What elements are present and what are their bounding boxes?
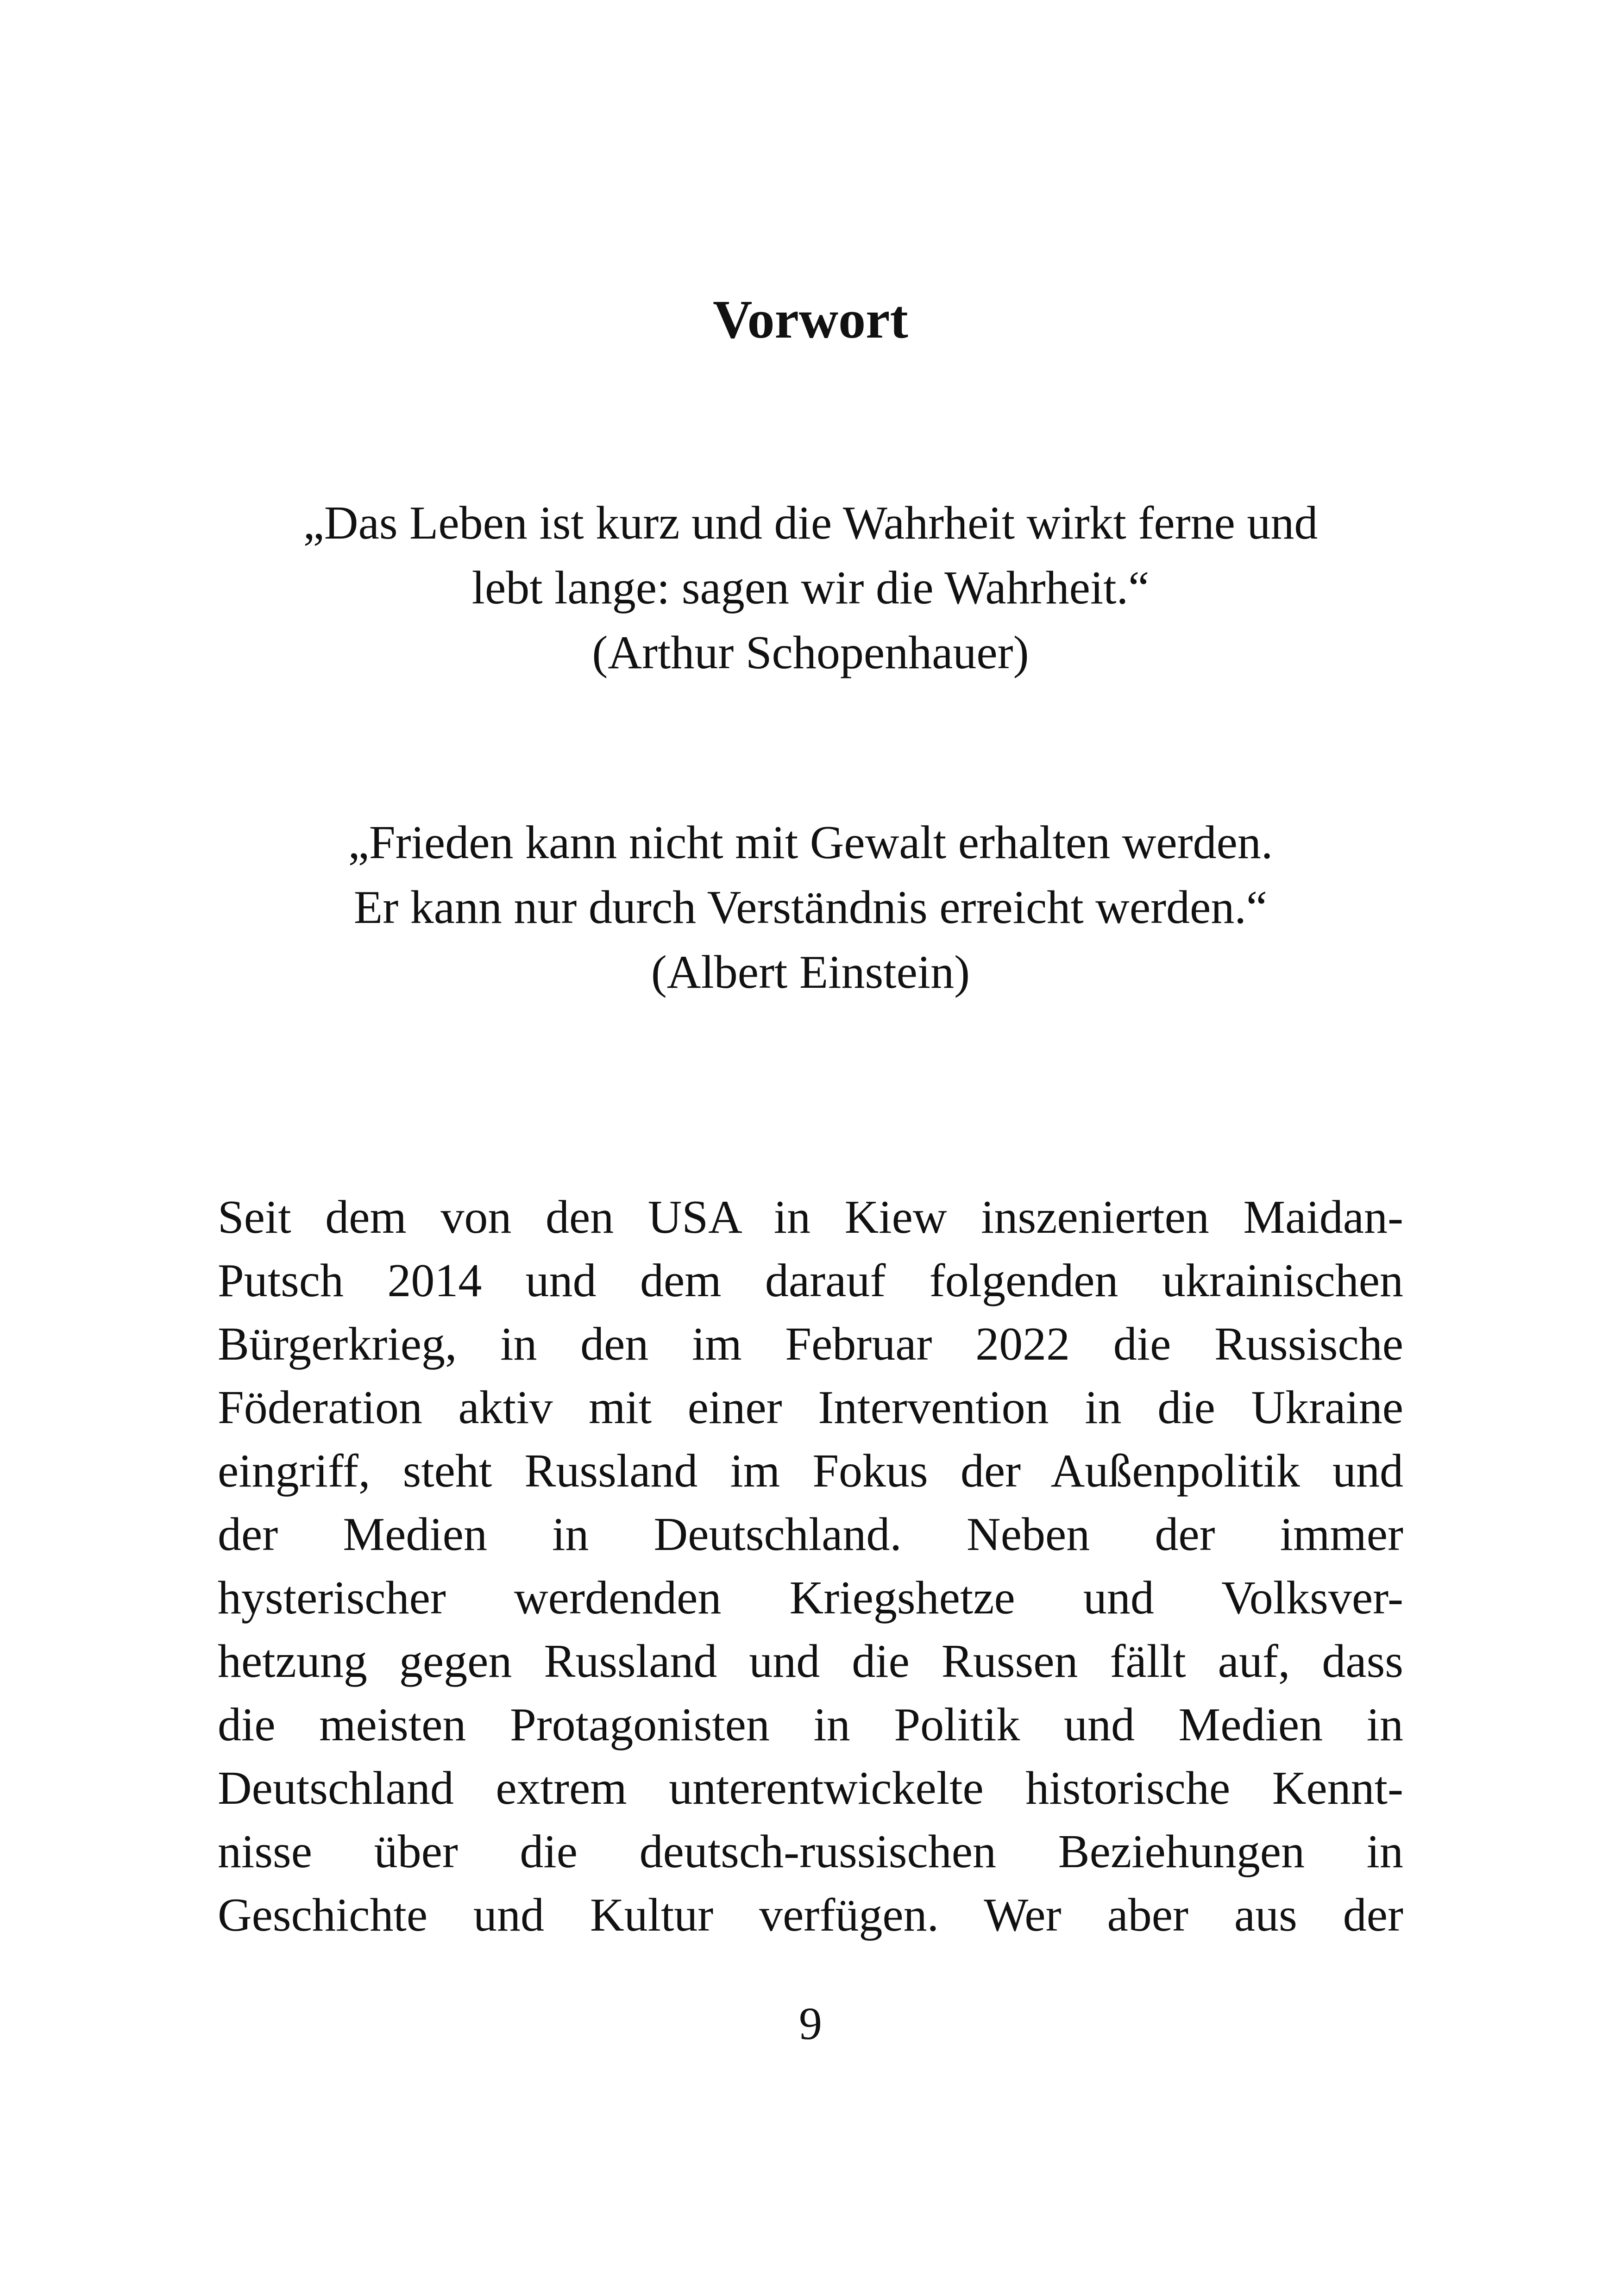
body-line: Seit dem von den USA in Kiew inszenierten Maidan- [218, 1191, 1403, 1243]
body-line: die meisten Protagonisten in Politik und Medien in [218, 1699, 1403, 1751]
page-title: Vorwort [713, 289, 908, 350]
body-line: eingriff, steht Russland im Fokus der Außenpolitik und [218, 1445, 1403, 1497]
body-line: hysterischer werdenden Kriegshetze und Volksver- [218, 1572, 1403, 1624]
body-line: Geschichte und Kultur verfügen. Wer aber aus der [218, 1889, 1403, 1941]
quote-line: lebt lange: sagen wir die Wahrheit.“ [471, 562, 1150, 614]
quote-line: Er kann nur durch Verständnis erreicht werden.“ [353, 881, 1268, 934]
body-line: Bürgerkrieg, in den im Februar 2022 die Russische [218, 1318, 1403, 1370]
page-number: 9 [799, 1998, 822, 2049]
epigraph-quote-schopenhauer [0, 491, 1621, 685]
quote-line: „Das Leben ist kurz und die Wahrheit wirkt ferne und [303, 497, 1318, 549]
quote-line: „Frieden kann nicht mit Gewalt erhalten werden. [348, 816, 1273, 869]
quote-author: (Arthur Schopenhauer) [592, 627, 1029, 679]
quote-author: (Albert Einstein) [651, 946, 970, 998]
body-paragraph [218, 1186, 1403, 1947]
body-line: Föderation aktiv mit einer Intervention in die Ukraine [218, 1381, 1403, 1434]
body-line: der Medien in Deutschland. Neben der immer [218, 1508, 1403, 1561]
epigraph-quote-einstein [0, 810, 1621, 1005]
body-line: hetzung gegen Russland und die Russen fällt auf, dass [218, 1635, 1403, 1687]
body-line: nisse über die deutsch-russischen Beziehungen in [218, 1826, 1403, 1878]
body-line: Deutschland extrem unterentwickelte historische Kennt- [218, 1762, 1403, 1814]
body-line: Putsch 2014 und dem darauf folgenden ukrainischen [218, 1255, 1403, 1307]
